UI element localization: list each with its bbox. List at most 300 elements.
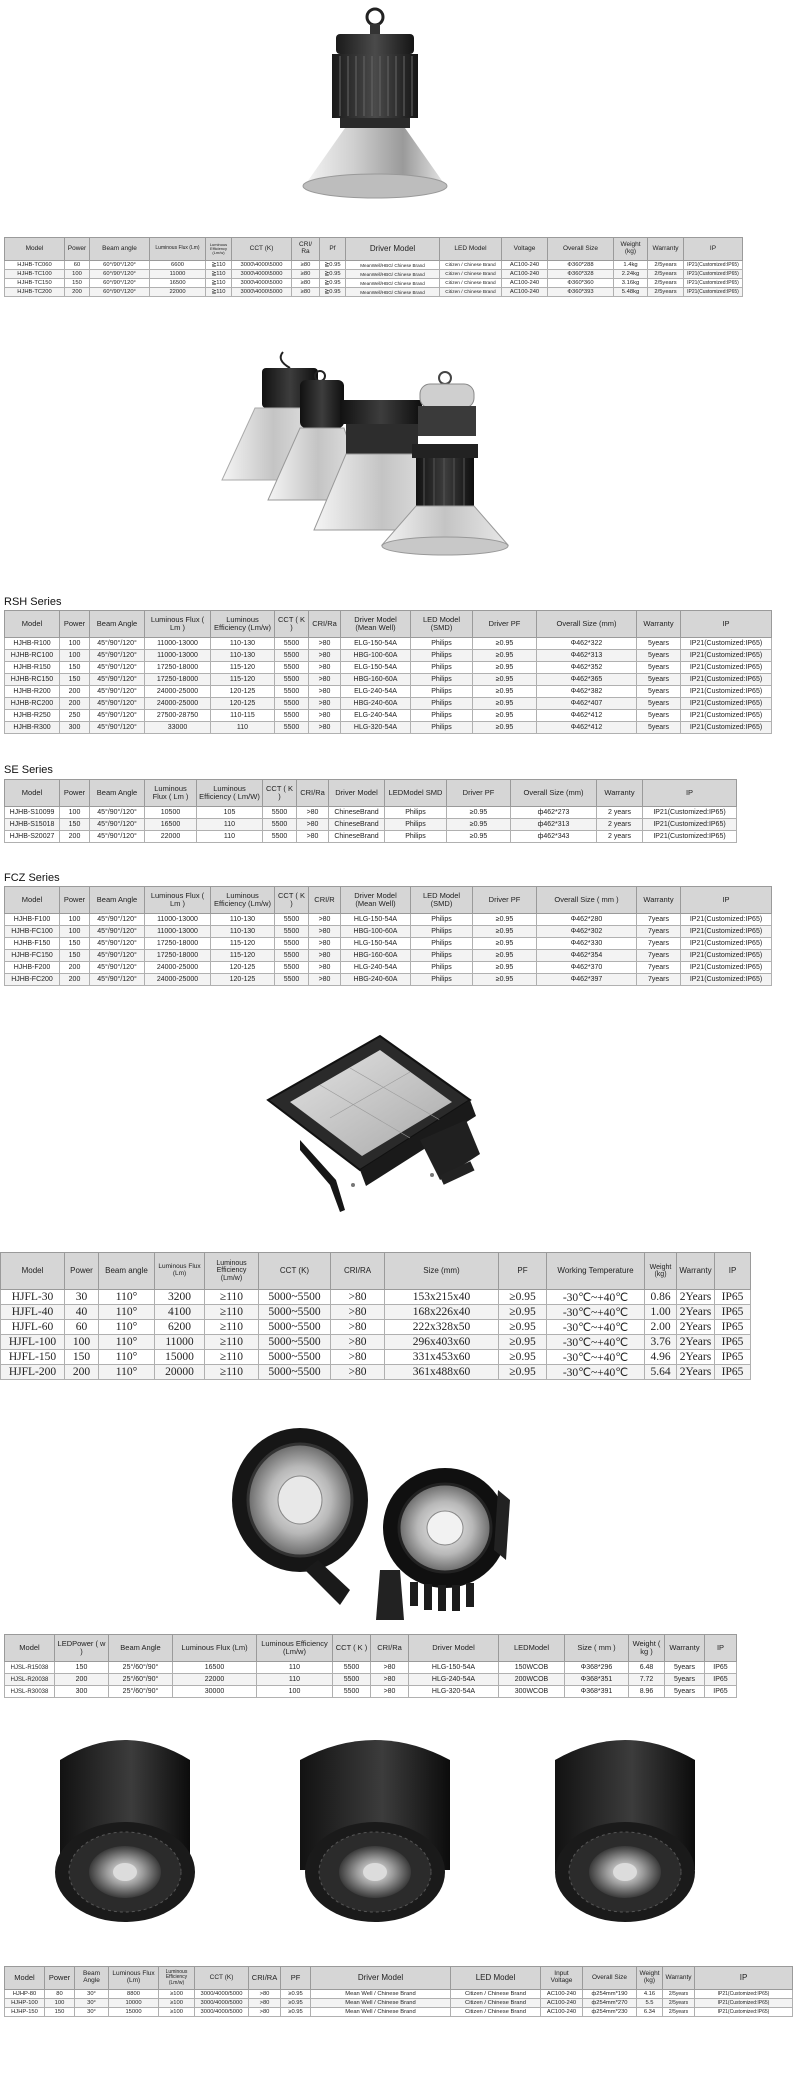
table-cell: 5000~5500: [259, 1350, 331, 1365]
table-cell: ELG-150-54A: [341, 662, 411, 674]
table-row: [5, 2008, 793, 2017]
table-cell: 120-125: [211, 974, 275, 986]
table-row: [5, 638, 772, 650]
table-cell: HJHB-RC150: [5, 674, 60, 686]
table-cell: IP21(Customized:IP65): [681, 974, 772, 986]
table-cell: Philips: [385, 819, 447, 831]
table-cell: Φ360*360: [548, 279, 614, 288]
col-header: Power: [65, 238, 90, 261]
table-cell: Φ462*322: [537, 638, 637, 650]
table-cell: HJHB-S20027: [5, 831, 60, 843]
table-cell: >80: [309, 710, 341, 722]
table-row: [1, 1350, 751, 1365]
table-cell: >80: [331, 1365, 385, 1380]
col-header: Input Voltage: [541, 1967, 583, 1990]
table-cell: >80: [309, 962, 341, 974]
table-cell: 120-125: [211, 698, 275, 710]
table-cell: 150: [60, 950, 90, 962]
table-cell: 7years: [637, 974, 681, 986]
table-cell: 45°/90°/120°: [90, 638, 145, 650]
table-cell: 200: [60, 698, 90, 710]
table-cell: 110-130: [211, 638, 275, 650]
table-cell: 100: [60, 650, 90, 662]
table-cell: 200: [65, 288, 90, 297]
table-cell: ≥0.95: [473, 962, 537, 974]
table-cell: Philips: [411, 962, 473, 974]
table-cell: ChineseBrand: [329, 831, 385, 843]
table-cell: Philips: [411, 662, 473, 674]
table-cell: 5500: [333, 1686, 371, 1698]
table-cell: IP21(Customized:IP65): [695, 1990, 793, 1999]
table-cell: HJHB-R100: [5, 638, 60, 650]
table-cell: MeanWell/HBG/ Chinese Brand: [346, 261, 440, 270]
col-header: Luminous Flux (Lm): [155, 1253, 205, 1290]
col-header: Beam angle: [99, 1253, 155, 1290]
col-header: CRI/Ra: [309, 611, 341, 638]
table-cell: 110-115: [211, 710, 275, 722]
table-cell: Philips: [411, 938, 473, 950]
table-cell: ≥0.95: [473, 722, 537, 734]
table-cell: ≥100: [159, 1999, 195, 2008]
col-header: Beam Angle: [109, 1635, 173, 1662]
col-header: IP: [684, 238, 743, 261]
table-cell: 15000: [155, 1350, 205, 1365]
col-header: Model: [5, 611, 60, 638]
table-cell: 6.34: [637, 2008, 663, 2017]
table-cell: 24000-25000: [145, 686, 211, 698]
table-cell: 5500: [275, 926, 309, 938]
table-row: [5, 1999, 793, 2008]
table-cell: >80: [309, 722, 341, 734]
table-cell: Φ462*330: [537, 938, 637, 950]
table-row: [5, 270, 743, 279]
table-header-row: [5, 780, 737, 807]
table-cell: HJHB-FC100: [5, 926, 60, 938]
table-cell: 120-125: [211, 962, 275, 974]
table-cell: ELG-240-54A: [341, 686, 411, 698]
table-cell: 60°/90°/120°: [90, 288, 150, 297]
table-cell: 300: [55, 1686, 109, 1698]
col-header: Overall Size: [548, 238, 614, 261]
table-cell: Philips: [411, 914, 473, 926]
table-cell: HBG-160-60A: [341, 950, 411, 962]
table-row: [5, 674, 772, 686]
table-cell: IP21(Customized:IP65): [684, 288, 743, 297]
table-cell: Citizen / Chinese Brand: [440, 270, 502, 279]
table-cell: 22000: [145, 831, 197, 843]
table-cell: ≥0.95: [499, 1350, 547, 1365]
table-cell: IP21(Customized:IP65): [681, 662, 772, 674]
table-cell: 2/5years: [648, 270, 684, 279]
table-cell: HJHB-R150: [5, 662, 60, 674]
table-cell: IP21(Customized:IP65): [681, 710, 772, 722]
table-cell: 100: [60, 914, 90, 926]
table-cell: 15000: [109, 2008, 159, 2017]
table-cell: >80: [309, 974, 341, 986]
table-cell: 60°/90°/120°: [90, 279, 150, 288]
col-header: Luminous Flux (Lm): [109, 1967, 159, 1990]
col-header: Overall Size (mm): [511, 780, 597, 807]
table-cell: ≥110: [205, 1305, 259, 1320]
table-cell: 2/5years: [648, 288, 684, 297]
table-row: [5, 831, 737, 843]
table-cell: 25°/60°/90°: [109, 1662, 173, 1674]
table-cell: ≥0.95: [499, 1290, 547, 1305]
table-cell: 45°/90°/120°: [90, 722, 145, 734]
table-cell: 45°/90°/120°: [90, 698, 145, 710]
table-cell: AC100-240: [541, 2008, 583, 2017]
table-cell: ≥0.95: [281, 1999, 311, 2008]
col-header: Model: [5, 887, 60, 914]
table-cell: 2/5years: [648, 261, 684, 270]
table-cell: 3.76: [645, 1335, 677, 1350]
col-header: Driver Model: [409, 1635, 499, 1662]
table-cell: IP21(Customized:IP65): [681, 938, 772, 950]
table-cell: 6.48: [629, 1662, 665, 1674]
table-cell: ≥0.95: [473, 698, 537, 710]
col-header: Power: [65, 1253, 99, 1290]
table-cell: 11000-13000: [145, 638, 211, 650]
col-header: Warranty: [665, 1635, 705, 1662]
table-cell: HJFL-40: [1, 1305, 65, 1320]
table-cell: 3000\4000\5000: [232, 288, 292, 297]
table-cell: ф462*313: [511, 819, 597, 831]
table-cell: 30°: [75, 2008, 109, 2017]
table-cell: >80: [249, 1999, 281, 2008]
table-cell: 5500: [275, 962, 309, 974]
table-cell: AC100-240: [541, 1990, 583, 1999]
table-cell: -30℃~+40℃: [547, 1320, 645, 1335]
table-cell: 17250-18000: [145, 938, 211, 950]
table-cell: >80: [331, 1305, 385, 1320]
table-cell: HLG-240-54A: [341, 962, 411, 974]
table-cell: Φ462*280: [537, 914, 637, 926]
high-bay-group-image: [0, 340, 750, 560]
col-header: CCT (K): [259, 1253, 331, 1290]
table-cell: 7years: [637, 926, 681, 938]
col-header: Luminous Flux ( Lm ): [145, 887, 211, 914]
table-cell: 110°: [99, 1320, 155, 1335]
table-cell: Φ368*351: [565, 1674, 629, 1686]
table-cell: 150WCOB: [499, 1662, 565, 1674]
table-cell: Citizen / Chinese Brand: [440, 261, 502, 270]
col-header: Overall Size (mm): [537, 611, 637, 638]
table-cell: IP21(Customized:IP65): [695, 1999, 793, 2008]
table-cell: 105: [197, 807, 263, 819]
table-cell: -30℃~+40℃: [547, 1365, 645, 1380]
table-cell: 45°/90°/120°: [90, 686, 145, 698]
table-cell: Φ462*370: [537, 962, 637, 974]
table-cell: Φ462*354: [537, 950, 637, 962]
table-cell: 5500: [275, 662, 309, 674]
table-cell: ELG-150-54A: [341, 638, 411, 650]
table-cell: IP21(Customized:IP65): [681, 914, 772, 926]
table-cell: 7years: [637, 962, 681, 974]
table-cell: 222x328x50: [385, 1320, 499, 1335]
col-header: Voltage: [502, 238, 548, 261]
table-cell: 150: [60, 662, 90, 674]
table-cell: ≥0.95: [447, 819, 511, 831]
table-cell: 150: [60, 674, 90, 686]
table-row: [5, 710, 772, 722]
table-cell: 40: [65, 1305, 99, 1320]
table-cell: Mean Well / Chinese Brand: [311, 1990, 451, 1999]
table-cell: ≥0.95: [473, 710, 537, 722]
table-cell: 5500: [275, 914, 309, 926]
table-cell: 45°/90°/120°: [90, 831, 145, 843]
table-cell: Philips: [411, 722, 473, 734]
table-cell: 3200: [155, 1290, 205, 1305]
table-cell: 17250-18000: [145, 662, 211, 674]
table-cell: 200WCOB: [499, 1674, 565, 1686]
table-cell: Citizen / Chinese Brand: [440, 288, 502, 297]
table-cell: Philips: [411, 638, 473, 650]
table-cell: IP21(Customized:IP65): [643, 831, 737, 843]
table-cell: 3000/4000/5000: [195, 1990, 249, 1999]
table-cell: IP65: [705, 1686, 737, 1698]
rsh-series-title: RSH Series: [4, 596, 62, 608]
table-cell: 3000/4000/5000: [195, 1999, 249, 2008]
col-header: Driver Model (Mean Well): [341, 611, 411, 638]
table-cell: Φ462*412: [537, 710, 637, 722]
table-cell: 16500: [145, 819, 197, 831]
col-header: Weight (kg): [637, 1967, 663, 1990]
table-cell: 24000-25000: [145, 698, 211, 710]
table-cell: 2Years: [677, 1335, 715, 1350]
col-header: Luminous Flux (Lm): [173, 1635, 257, 1662]
table-cell: IP21(Customized:IP65): [684, 279, 743, 288]
table-row: [1, 1305, 751, 1320]
col-header: CRI/RA: [249, 1967, 281, 1990]
table-cell: 200: [60, 974, 90, 986]
table-cell: IP21(Customized:IP65): [643, 819, 737, 831]
table-header-row: [5, 1967, 793, 1990]
table-cell: ≧0.95: [320, 279, 346, 288]
col-header: Driver Model: [329, 780, 385, 807]
table-cell: ≥0.95: [447, 807, 511, 819]
table-cell: HJHB-R250: [5, 710, 60, 722]
table-cell: ≥0.95: [473, 926, 537, 938]
col-header: Weight ( kg ): [629, 1635, 665, 1662]
table-cell: ≥0.95: [473, 974, 537, 986]
table-cell: 5500: [275, 950, 309, 962]
table-cell: Φ462*412: [537, 722, 637, 734]
table-cell: ≥0.95: [473, 950, 537, 962]
hjhp-spec-table: [4, 1966, 793, 2017]
table-cell: ≥100: [159, 2008, 195, 2017]
col-header: Warranty: [648, 238, 684, 261]
col-header: Beam Angle: [90, 887, 145, 914]
table-cell: Mean Well / Chinese Brand: [311, 1999, 451, 2008]
table-row: [5, 650, 772, 662]
col-header: LEDModel: [499, 1635, 565, 1662]
table-cell: 115-120: [211, 950, 275, 962]
se-series-title: SE Series: [4, 764, 53, 776]
table-cell: -30℃~+40℃: [547, 1335, 645, 1350]
table-cell: 45°/90°/120°: [90, 650, 145, 662]
table-row: [5, 914, 772, 926]
table-cell: ≥0.95: [281, 1990, 311, 1999]
hjsl-spec-table: [4, 1634, 737, 1698]
table-cell: 5500: [263, 807, 297, 819]
table-cell: 5years: [637, 638, 681, 650]
table-cell: 60°/90°/120°: [90, 261, 150, 270]
table-row: [5, 950, 772, 962]
table-cell: MeanWell/HBG/ Chinese Brand: [346, 288, 440, 297]
table-cell: ≥0.95: [499, 1335, 547, 1350]
table-cell: Philips: [411, 650, 473, 662]
table-cell: 5.48kg: [614, 288, 648, 297]
table-cell: >80: [297, 807, 329, 819]
table-cell: 45°/90°/120°: [90, 807, 145, 819]
table-cell: HJHP-150: [5, 2008, 45, 2017]
table-cell: 5years: [637, 650, 681, 662]
table-cell: 17250-18000: [145, 950, 211, 962]
table-cell: 5years: [665, 1686, 705, 1698]
table-cell: 24000-25000: [145, 962, 211, 974]
table-cell: 153x215x40: [385, 1290, 499, 1305]
table-row: [5, 1686, 737, 1698]
col-header: IP: [681, 611, 772, 638]
table-cell: 5500: [275, 686, 309, 698]
table-cell: Φ462*302: [537, 926, 637, 938]
table-cell: IP21(Customized:IP65): [643, 807, 737, 819]
table-cell: HJHP-80: [5, 1990, 45, 1999]
table-cell: 100: [257, 1686, 333, 1698]
table-cell: 10500: [145, 807, 197, 819]
table-cell: 17250-18000: [145, 674, 211, 686]
table-cell: >80: [249, 2008, 281, 2017]
table-row: [5, 698, 772, 710]
se-series-spec-table: [4, 779, 737, 843]
col-header: Driver Model: [346, 238, 440, 261]
table-cell: ≥0.95: [473, 674, 537, 686]
table-cell: HJHB-TC200: [5, 288, 65, 297]
table-cell: 110: [257, 1662, 333, 1674]
table-cell: 5years: [637, 662, 681, 674]
table-cell: ≧110: [206, 279, 232, 288]
table-cell: HJFL-100: [1, 1335, 65, 1350]
col-header: Power: [60, 780, 90, 807]
fcz-series-title: FCZ Series: [4, 872, 60, 884]
table-cell: IP21(Customized:IP65): [695, 2008, 793, 2017]
table-cell: HLG-320-54A: [409, 1686, 499, 1698]
table-cell: 110°: [99, 1290, 155, 1305]
col-header: Luminous Flux ( Lm ): [145, 611, 211, 638]
table-cell: Φ462*352: [537, 662, 637, 674]
col-header: Weight (kg): [614, 238, 648, 261]
table-cell: ≧0.95: [320, 270, 346, 279]
col-header: CCT ( K ): [275, 887, 309, 914]
col-header: Driver PF: [447, 780, 511, 807]
table-cell: ≧0.95: [320, 288, 346, 297]
table-cell: >80: [309, 926, 341, 938]
table-cell: 60°/90°/120°: [90, 270, 150, 279]
table-cell: ≥80: [292, 270, 320, 279]
table-cell: 45°/90°/120°: [90, 674, 145, 686]
table-cell: 5years: [665, 1662, 705, 1674]
table-cell: 5.5: [637, 1999, 663, 2008]
table-cell: 5500: [333, 1674, 371, 1686]
table-cell: 5500: [275, 722, 309, 734]
table-cell: Philips: [411, 686, 473, 698]
table-cell: Φ462*397: [537, 974, 637, 986]
table-cell: Φ368*391: [565, 1686, 629, 1698]
table-cell: 100: [60, 926, 90, 938]
table-cell: 2.24kg: [614, 270, 648, 279]
table-cell: Citizen / Chinese Brand: [451, 2008, 541, 2017]
table-cell: ELG-240-54A: [341, 710, 411, 722]
table-cell: 11000: [150, 270, 206, 279]
table-cell: 25°/60°/90°: [109, 1674, 173, 1686]
table-row: [1, 1365, 751, 1380]
col-header: Warranty: [677, 1253, 715, 1290]
table-cell: 100: [65, 270, 90, 279]
table-cell: ≥0.95: [473, 662, 537, 674]
table-cell: 150: [60, 938, 90, 950]
rsh-series-spec-table: [4, 610, 772, 734]
table-cell: 11000-13000: [145, 650, 211, 662]
table-cell: MeanWell/HBG/ Chinese Brand: [346, 270, 440, 279]
col-header: Warranty: [663, 1967, 695, 1990]
table-cell: ≥0.95: [447, 831, 511, 843]
col-header: IP: [695, 1967, 793, 1990]
table-cell: 2 years: [597, 819, 643, 831]
table-cell: 200: [60, 831, 90, 843]
table-cell: 20000: [155, 1365, 205, 1380]
table-cell: 150: [65, 1350, 99, 1365]
table-row: [5, 807, 737, 819]
table-row: [5, 819, 737, 831]
stadium-light-image: [0, 1420, 750, 1630]
table-cell: 5500: [275, 698, 309, 710]
table-cell: ≥0.95: [281, 2008, 311, 2017]
table-cell: Φ462*407: [537, 698, 637, 710]
table-cell: 100: [60, 638, 90, 650]
table-cell: 6600: [150, 261, 206, 270]
table-cell: 110: [257, 1674, 333, 1686]
table-cell: IP65: [715, 1350, 751, 1365]
table-cell: ≧0.95: [320, 261, 346, 270]
col-header: Driver PF: [473, 611, 537, 638]
table-cell: 80: [45, 1990, 75, 1999]
table-cell: 3000\4000\5000: [232, 261, 292, 270]
table-cell: -30℃~+40℃: [547, 1290, 645, 1305]
table-cell: 60: [65, 261, 90, 270]
col-header: Working Temperature: [547, 1253, 645, 1290]
table-row: [5, 1674, 737, 1686]
fcz-series-spec-table: [4, 886, 772, 986]
table-cell: Φ462*382: [537, 686, 637, 698]
table-cell: Φ462*365: [537, 674, 637, 686]
col-header: Luminous Flux ( Lm ): [145, 780, 197, 807]
col-header: CCT ( K ): [263, 780, 297, 807]
table-cell: HJHB-RC200: [5, 698, 60, 710]
col-header: Luminous Efficiency ( Lm/W): [197, 780, 263, 807]
table-cell: >80: [331, 1335, 385, 1350]
table-cell: HJHB-S10099: [5, 807, 60, 819]
table-cell: 5000~5500: [259, 1305, 331, 1320]
table-cell: 30°: [75, 1990, 109, 1999]
table-header-row: [5, 611, 772, 638]
table-cell: ≥110: [205, 1320, 259, 1335]
table-row: [5, 938, 772, 950]
table-cell: AC100-240: [502, 279, 548, 288]
table-cell: >80: [309, 698, 341, 710]
table-cell: 331x453x60: [385, 1350, 499, 1365]
table-cell: 200: [55, 1674, 109, 1686]
table-cell: IP21(Customized:IP65): [684, 270, 743, 279]
